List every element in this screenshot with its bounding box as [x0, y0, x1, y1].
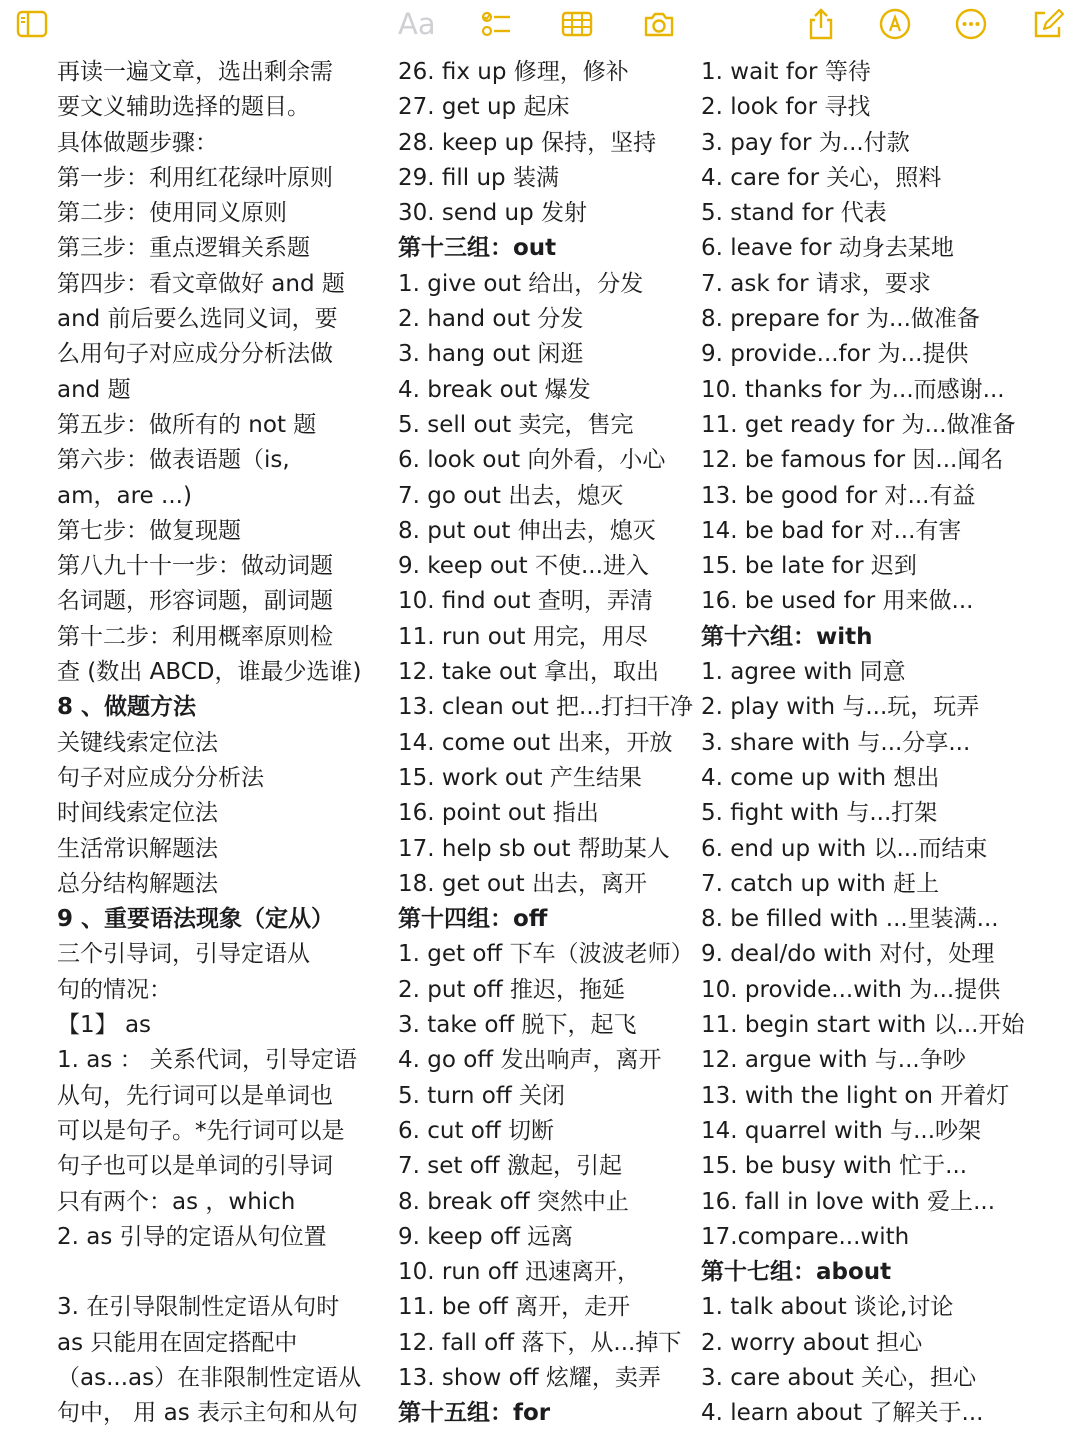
note-line: 只有两个：as ，which — [57, 1188, 296, 1215]
note-line: 句子对应成分分析法 — [57, 764, 264, 791]
note-line: 1. agree with 同意 — [701, 659, 906, 686]
note-line: 9. provide...for 为...提供 — [701, 341, 969, 368]
note-line: 第七步：做复现题 — [57, 517, 241, 544]
note-line: 4. go off 发出响声，离开 — [398, 1047, 662, 1074]
more-icon[interactable] — [951, 4, 991, 44]
note-line: 10. thanks for 为...而感谢... — [701, 376, 1005, 403]
note-line: as 只能用在固定搭配中 — [57, 1329, 298, 1356]
note-line — [57, 1255, 392, 1290]
note-line: 第五步：做所有的 not 题 — [57, 411, 317, 438]
camera-icon[interactable] — [639, 4, 679, 44]
note-line: 16. fall in love with 爱上... — [701, 1188, 996, 1215]
note-line: 7. ask for 请求，要求 — [701, 270, 931, 297]
note-line: 7. catch up with 赶上 — [701, 870, 940, 897]
note-line: 要文义辅助选择的题目。 — [57, 94, 310, 121]
note-line: and 题 — [57, 376, 131, 403]
note-line: 关键线索定位法 — [57, 729, 218, 756]
note-line: 【1】 as — [57, 1012, 152, 1039]
note-column-3 — [701, 55, 1061, 1432]
note-line: 28. keep up 保持，坚持 — [398, 129, 657, 156]
note-column-1 — [57, 55, 392, 1432]
note-line: 7. go out 出去，熄灭 — [398, 482, 624, 509]
note-line: 30. send up 发射 — [398, 200, 587, 227]
note-line: 3. hang out 闲逛 — [398, 341, 584, 368]
section-heading: 第十六组：with — [701, 623, 873, 650]
section-heading: 8 、做题方法 — [57, 694, 197, 721]
note-line: 10. find out 查明，弄清 — [398, 588, 653, 615]
checklist-icon[interactable] — [476, 4, 516, 44]
note-line: 9. keep out 不使...进入 — [398, 553, 649, 580]
note-line: 1. give out 给出，分发 — [398, 270, 644, 297]
note-line: 7. set off 激起，引起 — [398, 1153, 622, 1180]
note-line: 17.compare...with — [701, 1223, 910, 1250]
note-line: 15. be busy with 忙于... — [701, 1153, 968, 1180]
note-line: 查 (数出 ABCD，谁最少选谁) — [57, 659, 362, 686]
note-line: 9. deal/do with 对付，处理 — [701, 941, 995, 968]
note-line: 1. wait for 等待 — [701, 59, 871, 85]
note-line: 4. learn about 了解关于... — [701, 1400, 984, 1427]
note-line: 14. quarrel with 与...吵架 — [701, 1117, 982, 1144]
note-line: 6. cut off 切断 — [398, 1117, 555, 1144]
table-icon[interactable] — [557, 4, 597, 44]
note-line: 13. show off 炫耀，卖弄 — [398, 1364, 661, 1391]
note-line: 时间线索定位法 — [57, 800, 218, 827]
note-line: 2. put off 推迟，拖延 — [398, 976, 625, 1003]
note-line: 总分结构解题法 — [57, 870, 218, 897]
format-button[interactable]: Aa — [398, 7, 436, 41]
note-line: 6. look out 向外看，小心 — [398, 447, 666, 474]
share-icon[interactable] — [801, 4, 841, 44]
note-line: 1. as ： 关系代词，引导定语 — [57, 1047, 357, 1074]
note-line: 8. put out 伸出去，熄灭 — [398, 517, 656, 544]
note-line: 2. hand out 分发 — [398, 306, 584, 333]
sidebar-icon[interactable] — [12, 4, 52, 44]
note-line: 2. as 引导的定语从句位置 — [57, 1223, 327, 1250]
note-line: 11. be off 离开，走开 — [398, 1294, 631, 1321]
note-line: 具体做题步骤： — [57, 129, 218, 156]
note-line: 8. prepare for 为...做准备 — [701, 306, 980, 333]
note-line: 17. help sb out 帮助某人 — [398, 835, 670, 862]
note-line: 1. talk about 谈论,讨论 — [701, 1294, 954, 1321]
note-line: 3. care about 关心，担心 — [701, 1364, 977, 1391]
note-line: 13. be good for 对...有益 — [701, 482, 976, 509]
note-line: 12. be famous for 因...闻名 — [701, 447, 1004, 474]
note-line: 26. fix up 修理，修补 — [398, 59, 629, 85]
note-line: 6. leave for 动身去某地 — [701, 235, 954, 262]
note-line: 14. be bad for 对...有害 — [701, 517, 962, 544]
note-line: 4. come up with 想出 — [701, 764, 940, 791]
note-line: 第十二步：利用概率原则检 — [57, 623, 333, 650]
note-line: 么用句子对应成分分析法做 — [57, 341, 333, 368]
markup-icon[interactable] — [875, 4, 915, 44]
note-line: 13. clean out 把...打扫干净 — [398, 694, 693, 721]
note-line: 15. be late for 迟到 — [701, 553, 917, 580]
note-line: 三个引导词，引导定语从 — [57, 941, 310, 968]
note-line: 句子也可以是单词的引导词 — [57, 1153, 333, 1180]
note-line: 第一步：利用红花绿叶原则 — [57, 164, 333, 191]
note-line: 句中， 用 as 表示主句和从句 — [57, 1400, 359, 1427]
note-line: 生活常识解题法 — [57, 835, 218, 862]
note-line: 12. argue with 与...争吵 — [701, 1047, 966, 1074]
note-line: 11. begin start with 以...开始 — [701, 1012, 1025, 1039]
note-line: 第四步：看文章做好 and 题 — [57, 270, 345, 297]
note-line: 6. end up with 以...而结束 — [701, 835, 988, 862]
note-line: 可以是句子。*先行词可以是 — [57, 1117, 345, 1144]
compose-icon[interactable] — [1028, 4, 1068, 44]
note-line: 11. get ready for 为...做准备 — [701, 411, 1016, 438]
note-line: 句的情况： — [57, 976, 172, 1003]
note-line: 27. get up 起床 — [398, 94, 570, 121]
note-line: 29. fill up 装满 — [398, 164, 559, 191]
note-line: （as...as）在非限制性定语从 — [57, 1364, 362, 1391]
note-line: 3. pay for 为...付款 — [701, 129, 910, 156]
note-line: 12. fall off 落下，从...掉下 — [398, 1329, 682, 1356]
note-line: 3. share with 与...分享... — [701, 729, 971, 756]
toolbar — [0, 0, 1080, 50]
section-heading: 第十四组：off — [398, 906, 548, 933]
note-line: 13. with the light on 开着灯 — [701, 1082, 1010, 1109]
note-line: 16. be used for 用来做... — [701, 588, 974, 615]
note-line: 1. get off 下车（波波老师） — [398, 941, 694, 968]
note-line: 第二步：使用同义原则 — [57, 200, 287, 227]
note-line: 从句，先行词可以是单词也 — [57, 1082, 333, 1109]
note-line: 14. come out 出来，开放 — [398, 729, 673, 756]
note-line: 3. 在引导限制性定语从句时 — [57, 1294, 340, 1321]
note-line: 15. work out 产生结果 — [398, 764, 642, 791]
note-line: 第八九十十一步：做动词题 — [57, 553, 333, 580]
note-line: 9. keep off 远离 — [398, 1223, 574, 1250]
note-line: 5. stand for 代表 — [701, 200, 887, 227]
note-line: 3. take off 脱下，起飞 — [398, 1012, 637, 1039]
section-heading: 9 、重要语法现象（定从） — [57, 906, 335, 933]
note-line: 2. worry about 担心 — [701, 1329, 923, 1356]
note-line: 8. be filled with ...里装满... — [701, 906, 999, 933]
note-line: 名词题，形容词题，副词题 — [57, 588, 333, 615]
note-line: 5. sell out 卖完，售完 — [398, 411, 634, 438]
note-line: 5. fight with 与...打架 — [701, 800, 938, 827]
note-line: 11. run out 用完，用尽 — [398, 623, 648, 650]
note-line: 12. take out 拿出，取出 — [398, 659, 659, 686]
note-line: 2. play with 与...玩，玩弄 — [701, 694, 980, 721]
note-line: 18. get out 出去，离开 — [398, 870, 647, 897]
note-line: 5. turn off 关闭 — [398, 1082, 566, 1109]
section-heading: 第十三组：out — [398, 235, 557, 262]
note-line: 10. run off 迅速离开， — [398, 1259, 641, 1286]
note-line: 再读一遍文章，选出剩余需 — [57, 59, 333, 85]
note-line: 16. point out 指出 — [398, 800, 599, 827]
note-line: and 前后要么选同义词，要 — [57, 306, 338, 333]
note-line: 4. care for 关心，照料 — [701, 164, 942, 191]
note-line: 10. provide...with 为...提供 — [701, 976, 1001, 1003]
note-line: 8. break off 突然中止 — [398, 1188, 629, 1215]
note-line: am，are ...) — [57, 482, 192, 509]
section-heading: 第十五组：for — [398, 1400, 551, 1427]
note-line: 第三步：重点逻辑关系题 — [57, 235, 310, 262]
note-column-2 — [398, 55, 698, 1432]
section-heading: 第十七组：about — [701, 1259, 892, 1286]
note-line: 2. look for 寻找 — [701, 94, 871, 121]
note-line: 第六步：做表语题（is, — [57, 447, 290, 474]
note-line: 4. break out 爆发 — [398, 376, 591, 403]
